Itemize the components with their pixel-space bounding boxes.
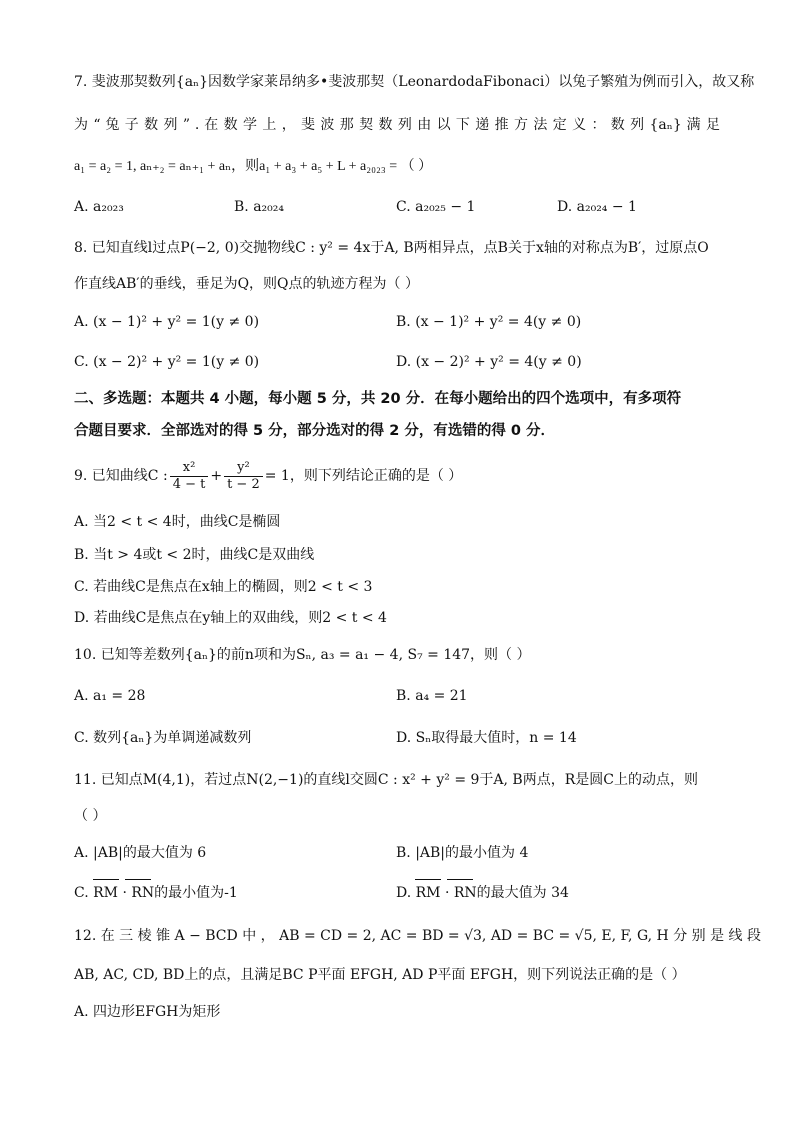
q9-fraction-x-numerator: x² (182, 459, 196, 475)
q9-option-c: C. 若曲线C是焦点在x轴上的椭圆，则2 < t < 3 (74, 579, 373, 595)
q10-option-b: B. a₄ = 21 (396, 688, 468, 704)
q11-line-2: （ ） (74, 808, 107, 824)
q11-c-vector-rn-overline (125, 879, 151, 880)
q11-c-vector-rm-overline (93, 879, 119, 880)
q7-line-2: 为 “ 兔 子 数 列 ” . 在 数 学 上 ， 斐 波 那 契 数 列 由 以 下 递 推 方 法 定 义 ： 数 列 {aₙ} 满 足 (74, 117, 720, 133)
q9-stem (74, 456, 462, 496)
q11-option-d: D. RM · RN的最大值为 34 (396, 885, 569, 901)
q7-line-3: a₁ = a₂ = 1, aₙ₊₂ = aₙ₊₁ + aₙ，则a₁ + a₃ + a₅ + L + a₂₀₂₃ = （ ） (74, 159, 433, 174)
q9-fraction-x-denominator: 4 − t (170, 476, 209, 493)
q9-fraction-y (224, 460, 263, 493)
q7-line-1: 7. 斐波那契数列{aₙ}因数学家莱昂纳多•斐波那契（LeonardodaFibonaci）以兔子繁殖为例而引入，故又称 (74, 74, 755, 90)
section-2-heading-line-2: 合题目要求．全部选对的得 5 分，部分选对的得 2 分，有选错的得 0 分． (74, 423, 556, 439)
q10-option-a: A. a₁ = 28 (74, 688, 146, 704)
q9-fraction-x (170, 460, 209, 493)
q7-option-d: D. a₂₀₂₄ − 1 (557, 199, 637, 215)
q10-option-d: D. Sₙ取得最大值时，n = 14 (396, 730, 577, 746)
q8-option-b: B. (x − 1)² + y² = 4(y ≠ 0) (396, 314, 582, 330)
q9-option-d: D. 若曲线C是焦点在y轴上的双曲线，则2 < t < 4 (74, 610, 387, 626)
q9-prefix: 9. 已知曲线C : (74, 468, 168, 484)
q9-plus: + (210, 468, 223, 484)
q11-d-vector-rm-overline (415, 879, 441, 880)
q12-option-a: A. 四边形EFGH为矩形 (74, 1004, 221, 1020)
q11-option-a: A. |AB|的最大值为 6 (74, 845, 207, 861)
q10-option-c: C. 数列{aₙ}为单调递减数列 (74, 730, 252, 746)
q9-option-a: A. 当2 < t < 4时，曲线C是椭圆 (74, 514, 281, 530)
q12-line-2: AB, AC, CD, BD上的点，且满足BC P平面 EFGH, AD P平面 EFGH，则下列说法正确的是（ ） (74, 967, 686, 983)
q11-option-c: C. RM · RN的最小值为-1 (74, 885, 238, 901)
q8-option-a: A. (x − 1)² + y² = 1(y ≠ 0) (74, 314, 260, 330)
q11-option-b: B. |AB|的最小值为 4 (396, 845, 529, 861)
q9-fraction-y-numerator: y² (237, 459, 250, 475)
q8-option-c: C. (x − 2)² + y² = 1(y ≠ 0) (74, 354, 260, 370)
q9-suffix: = 1，则下列结论正确的是（ ） (264, 468, 463, 484)
q8-option-d: D. (x − 2)² + y² = 4(y ≠ 0) (396, 354, 582, 370)
q9-option-b: B. 当t > 4或t < 2时，曲线C是双曲线 (74, 547, 315, 563)
section-2-heading-line-1: 二、多选题：本题共 4 小题，每小题 5 分，共 20 分．在每小题给出的四个选项中，有多项符 (74, 391, 682, 407)
q12-line-1: 12. 在 三 棱 锥 A − BCD 中 ， AB = CD = 2, AC = BD = √3, AD = BC = √5, E, F, G, H 分 别 是 线 段 (74, 928, 762, 944)
q11-line-1: 11. 已知点M(4,1)，若过点N(2,−1)的直线l交圆C : x² + y² = 9于A, B两点，R是圆C上的动点，则 (74, 772, 698, 788)
q8-line-1: 8. 已知直线l过点P(−2, 0)交抛物线C : y² = 4x于A, B两相异点，点B关于x轴的对称点为B′，过原点O (74, 240, 709, 256)
q7-option-a: A. a₂₀₂₃ (74, 199, 124, 215)
q10-line-1: 10. 已知等差数列{aₙ}的前n项和为Sₙ, a₃ = a₁ − 4, S₇ = 147，则（ ） (74, 647, 531, 663)
q7-option-c: C. a₂₀₂₅ − 1 (396, 199, 476, 215)
q11-d-vector-rn-overline (447, 879, 473, 880)
q7-option-b: B. a₂₀₂₄ (234, 199, 284, 215)
q8-line-2: 作直线AB′的垂线，垂足为Q，则Q点的轨迹方程为（ ） (74, 276, 419, 292)
q9-fraction-y-denominator: t − 2 (224, 476, 263, 493)
